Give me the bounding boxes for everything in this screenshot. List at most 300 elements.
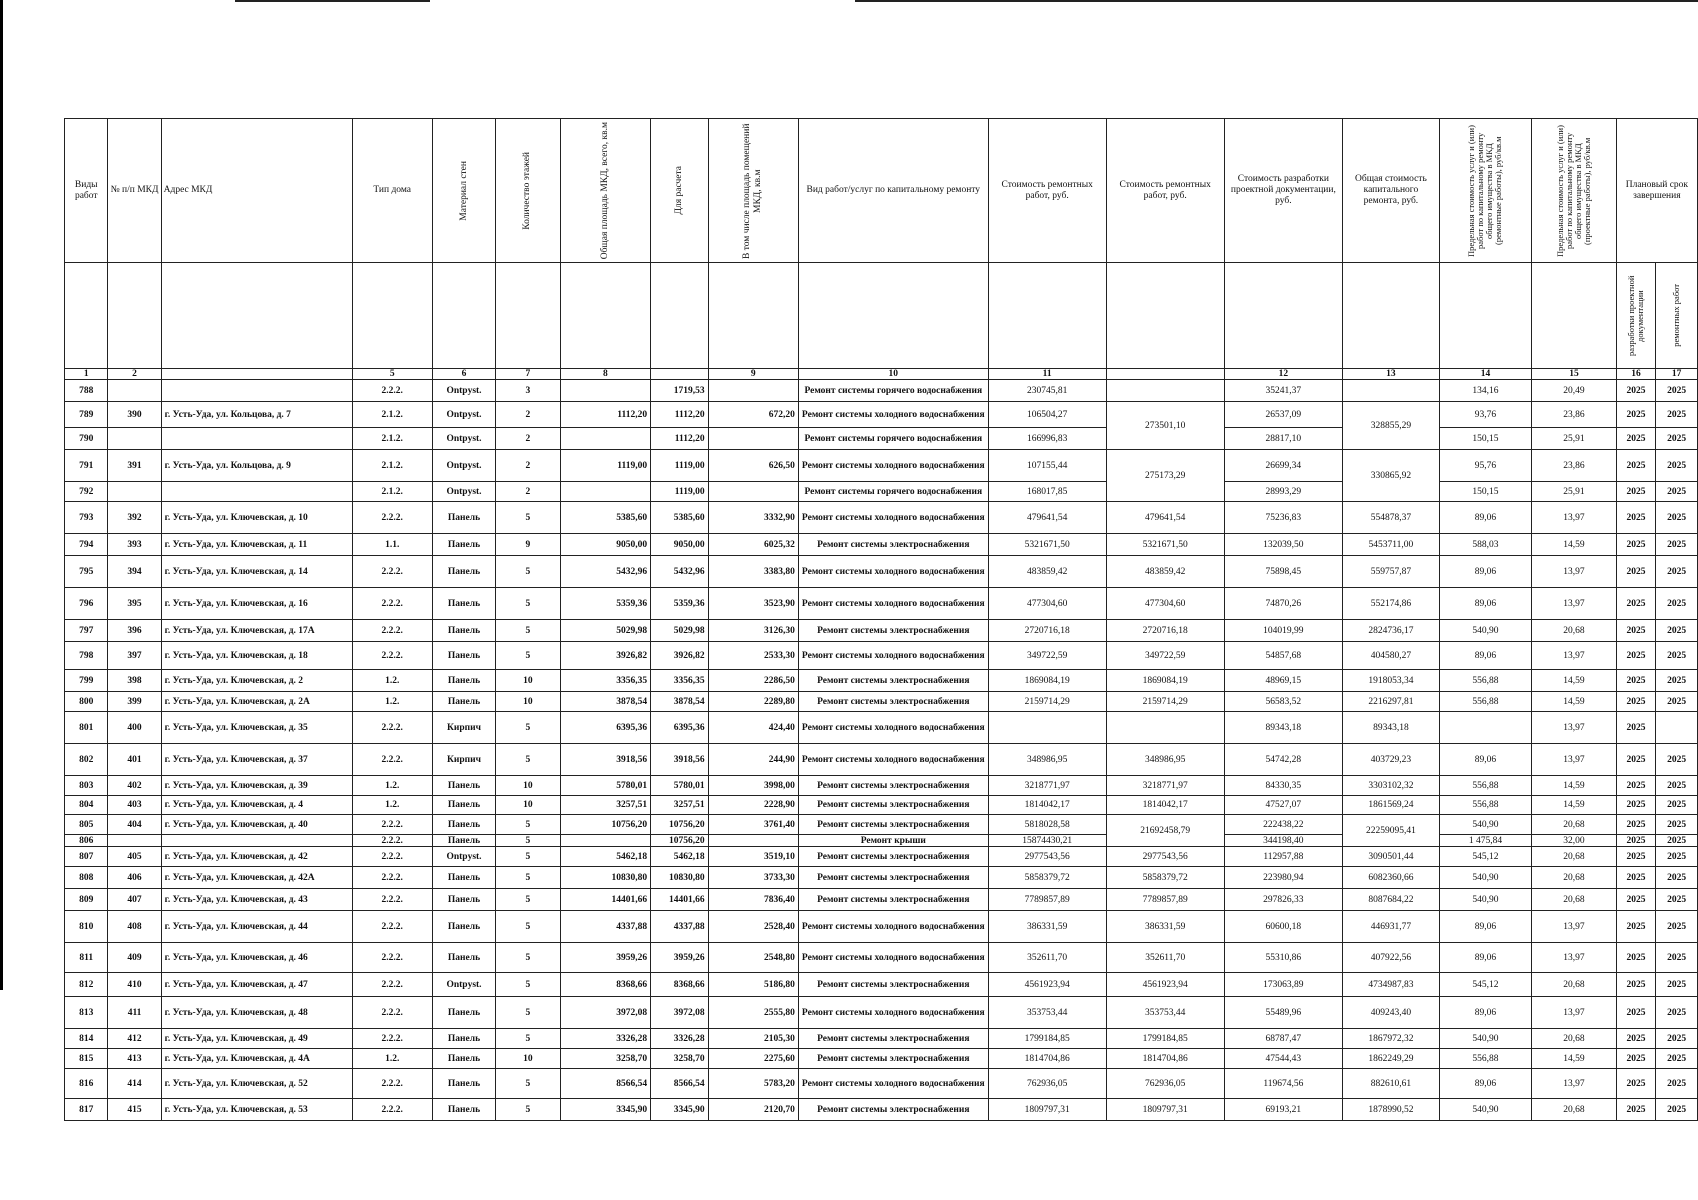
house-type-cell: 1.2.: [352, 1049, 432, 1069]
total-area-cell: 5385,60: [560, 502, 650, 534]
row-id: 795: [65, 556, 108, 588]
table-row: [65, 428, 1698, 450]
deadline-design-cell: 2025: [1616, 534, 1656, 556]
total-cost-cell: 8087684,22: [1343, 889, 1440, 911]
limit-design-cell: 14,59: [1532, 796, 1617, 815]
floors-cell: 5: [496, 847, 560, 867]
total-cost-cell: 2216297,81: [1343, 692, 1440, 712]
floors-cell: 5: [496, 943, 560, 973]
design-cost-cell: 26537,09: [1224, 402, 1342, 428]
work-type-cell: Ремонт системы холодного водоснабжения: [798, 744, 988, 776]
floors-cell: 5: [496, 835, 560, 847]
house-type-cell: 2.2.2.: [352, 889, 432, 911]
col-header-deadline-repair: ремонтных работ: [1656, 263, 1698, 369]
mkd-number: 398: [108, 670, 161, 692]
house-type-cell: 2.2.2.: [352, 712, 432, 744]
total-area-cell: 10756,20: [560, 815, 650, 835]
wall-material-cell: Панель: [432, 867, 495, 889]
address-cell: [161, 380, 352, 402]
total-cost-cell: 554878,37: [1343, 502, 1440, 534]
table-row: [65, 402, 1698, 428]
deadline-design-cell: 2025: [1616, 1099, 1656, 1121]
limit-design-cell: 13,97: [1532, 642, 1617, 670]
limit-repair-cell: 588,03: [1439, 534, 1531, 556]
floors-cell: 5: [496, 973, 560, 997]
total-cost-cell: 552174,86: [1343, 588, 1440, 620]
premises-area-cell: 424,40: [708, 712, 798, 744]
deadline-design-cell: 2025: [1616, 1049, 1656, 1069]
wall-material-cell: Панель: [432, 943, 495, 973]
deadline-design-cell: 2025: [1616, 428, 1656, 450]
limit-design-cell: 13,97: [1532, 997, 1617, 1029]
table-row: [65, 1069, 1698, 1099]
premises-area-cell: 5783,20: [708, 1069, 798, 1099]
table-row: [65, 588, 1698, 620]
column-number: [651, 369, 709, 380]
calc-area-cell: 5432,96: [651, 556, 709, 588]
limit-design-cell: 14,59: [1532, 670, 1617, 692]
address-cell: г. Усть-Уда, ул. Ключевская, д. 4: [161, 796, 352, 815]
deadline-design-cell: 2025: [1616, 835, 1656, 847]
deadline-repair-cell: 2025: [1656, 776, 1698, 796]
work-type-cell: Ремонт системы холодного водоснабжения: [798, 588, 988, 620]
design-cost-cell: 89343,18: [1224, 712, 1342, 744]
limit-design-cell: 32,00: [1532, 835, 1617, 847]
repair-cost-cell: 352611,70: [988, 943, 1106, 973]
work-type-cell: Ремонт системы электроснабжения: [798, 1049, 988, 1069]
table-row: [65, 712, 1698, 744]
scan-left-edge: [0, 0, 3, 990]
table-row: [65, 502, 1698, 534]
premises-area-cell: 2105,30: [708, 1029, 798, 1049]
repair-cost-total-cell: 348986,95: [1106, 744, 1224, 776]
address-cell: г. Усть-Уда, ул. Ключевская, д. 43: [161, 889, 352, 911]
house-type-cell: 2.2.2.: [352, 502, 432, 534]
limit-repair-cell: 545,12: [1439, 847, 1531, 867]
wall-material-cell: Панель: [432, 502, 495, 534]
deadline-repair-cell: 2025: [1656, 620, 1698, 642]
repair-cost-total-cell: 5858379,72: [1106, 867, 1224, 889]
calc-area-cell: 14401,66: [651, 889, 709, 911]
column-number: 2: [108, 369, 161, 380]
limit-repair-cell: 95,76: [1439, 450, 1531, 482]
repair-cost-total-cell: 1799184,85: [1106, 1029, 1224, 1049]
house-type-cell: 2.2.2.: [352, 867, 432, 889]
design-cost-cell: 28817,10: [1224, 428, 1342, 450]
mkd-number: 401: [108, 744, 161, 776]
row-id: 791: [65, 450, 108, 482]
limit-design-cell: 13,97: [1532, 943, 1617, 973]
work-type-cell: Ремонт системы горячего водоснабжения: [798, 482, 988, 502]
mkd-number: 400: [108, 712, 161, 744]
col-header-design-cost: Стоимость разработки проектной документации, руб.: [1224, 119, 1342, 263]
total-cost-cell: 559757,87: [1343, 556, 1440, 588]
premises-area-cell: 7836,40: [708, 889, 798, 911]
total-cost-cell: 882610,61: [1343, 1069, 1440, 1099]
column-number: 15: [1532, 369, 1617, 380]
mkd-number: 408: [108, 911, 161, 943]
total-cost-cell: 89343,18: [1343, 712, 1440, 744]
total-cost-cell: 22259095,41: [1343, 815, 1440, 847]
repair-cost-cell: 349722,59: [988, 642, 1106, 670]
limit-repair-cell: 540,90: [1439, 620, 1531, 642]
limit-repair-cell: 556,88: [1439, 796, 1531, 815]
calc-area-cell: 10830,80: [651, 867, 709, 889]
repair-cost-cell: 5321671,50: [988, 534, 1106, 556]
wall-material-cell: Панель: [432, 642, 495, 670]
repair-cost-cell: 477304,60: [988, 588, 1106, 620]
total-area-cell: 14401,66: [560, 889, 650, 911]
row-id: 794: [65, 534, 108, 556]
premises-area-cell: 2548,80: [708, 943, 798, 973]
total-area-cell: 5432,96: [560, 556, 650, 588]
work-type-cell: Ремонт системы электроснабжения: [798, 1029, 988, 1049]
limit-repair-cell: 150,15: [1439, 482, 1531, 502]
limit-design-cell: 13,97: [1532, 556, 1617, 588]
repair-cost-total-cell: 7789857,89: [1106, 889, 1224, 911]
limit-design-cell: 20,68: [1532, 815, 1617, 835]
repair-cost-total-cell: 477304,60: [1106, 588, 1224, 620]
premises-area-cell: 672,20: [708, 402, 798, 428]
limit-design-cell: 13,97: [1532, 911, 1617, 943]
calc-area-cell: 3326,28: [651, 1029, 709, 1049]
total-area-cell: [560, 380, 650, 402]
total-cost-cell: 328855,29: [1343, 402, 1440, 450]
limit-design-cell: 14,59: [1532, 776, 1617, 796]
col-header-mkd-number: № п/п МКД: [108, 119, 161, 263]
table-body: [65, 380, 1698, 1121]
column-number: 9: [708, 369, 798, 380]
floors-cell: 5: [496, 642, 560, 670]
design-cost-cell: 75236,83: [1224, 502, 1342, 534]
calc-area-cell: 3356,35: [651, 670, 709, 692]
limit-design-cell: 13,97: [1532, 1069, 1617, 1099]
floors-cell: 2: [496, 402, 560, 428]
address-cell: г. Усть-Уда, ул. Ключевская, д. 44: [161, 911, 352, 943]
calc-area-cell: 8368,66: [651, 973, 709, 997]
row-id: 815: [65, 1049, 108, 1069]
work-type-cell: Ремонт системы холодного водоснабжения: [798, 402, 988, 428]
mkd-number: 390: [108, 402, 161, 428]
total-cost-cell: 1918053,34: [1343, 670, 1440, 692]
deadline-repair-cell: 2025: [1656, 911, 1698, 943]
limit-repair-cell: 89,06: [1439, 744, 1531, 776]
wall-material-cell: Панель: [432, 670, 495, 692]
total-cost-cell: 6082360,66: [1343, 867, 1440, 889]
work-type-cell: Ремонт системы холодного водоснабжения: [798, 997, 988, 1029]
premises-area-cell: 5186,80: [708, 973, 798, 997]
mkd-number: 396: [108, 620, 161, 642]
house-type-cell: 1.2.: [352, 796, 432, 815]
calc-area-cell: 1719,53: [651, 380, 709, 402]
deadline-design-cell: 2025: [1616, 712, 1656, 744]
mkd-number: [108, 835, 161, 847]
col-header-limit-design: Предельная стоимость услуг и (или) работ по капитальному ремонту общего имущества в МКД (проектные работы), руб/кв.м: [1532, 119, 1617, 263]
work-type-cell: Ремонт системы электроснабжения: [798, 776, 988, 796]
mkd-number: 415: [108, 1099, 161, 1121]
address-cell: г. Усть-Уда, ул. Ключевская, д. 10: [161, 502, 352, 534]
repair-cost-cell: 5858379,72: [988, 867, 1106, 889]
col-header-work-kind: Виды работ: [65, 119, 108, 263]
house-type-cell: 2.1.2.: [352, 428, 432, 450]
table-row: [65, 556, 1698, 588]
limit-design-cell: 20,68: [1532, 867, 1617, 889]
total-area-cell: 5780,01: [560, 776, 650, 796]
premises-area-cell: 3126,30: [708, 620, 798, 642]
column-number: [1106, 369, 1224, 380]
total-cost-cell: 330865,92: [1343, 450, 1440, 502]
premises-area-cell: 2120,70: [708, 1099, 798, 1121]
total-cost-cell: 1862249,29: [1343, 1049, 1440, 1069]
wall-material-cell: Панель: [432, 835, 495, 847]
table-row: [65, 380, 1698, 402]
premises-area-cell: [708, 428, 798, 450]
row-id: 789: [65, 402, 108, 428]
address-cell: г. Усть-Уда, ул. Ключевская, д. 4А: [161, 1049, 352, 1069]
floors-cell: 5: [496, 889, 560, 911]
deadline-repair-cell: 2025: [1656, 744, 1698, 776]
mkd-number: 392: [108, 502, 161, 534]
repair-cost-cell: 4561923,94: [988, 973, 1106, 997]
repair-cost-total-cell: 5321671,50: [1106, 534, 1224, 556]
limit-design-cell: 14,59: [1532, 692, 1617, 712]
deadline-repair-cell: 2025: [1656, 428, 1698, 450]
row-id: 809: [65, 889, 108, 911]
floors-cell: 5: [496, 588, 560, 620]
total-cost-cell: 1878990,52: [1343, 1099, 1440, 1121]
deadline-design-cell: 2025: [1616, 973, 1656, 997]
mkd-number: 405: [108, 847, 161, 867]
row-id: 801: [65, 712, 108, 744]
address-cell: г. Усть-Уда, ул. Ключевская, д. 37: [161, 744, 352, 776]
deadline-repair-cell: 2025: [1656, 502, 1698, 534]
total-area-cell: 1119,00: [560, 450, 650, 482]
calc-area-cell: 3918,56: [651, 744, 709, 776]
floors-cell: 5: [496, 712, 560, 744]
floors-cell: 2: [496, 450, 560, 482]
calc-area-cell: 5359,36: [651, 588, 709, 620]
address-cell: г. Усть-Уда, ул. Кольцова, д. 9: [161, 450, 352, 482]
row-id: 798: [65, 642, 108, 670]
design-cost-cell: 222438,22: [1224, 815, 1342, 835]
total-area-cell: 6395,36: [560, 712, 650, 744]
wall-material-cell: Панель: [432, 796, 495, 815]
address-cell: г. Усть-Уда, ул. Кольцова, д. 7: [161, 402, 352, 428]
scan-edge-line: [235, 0, 430, 2]
total-area-cell: 3959,26: [560, 943, 650, 973]
wall-material-cell: Ontpyst.: [432, 847, 495, 867]
table-row: [65, 450, 1698, 482]
deadline-repair-cell: 2025: [1656, 867, 1698, 889]
design-cost-cell: 84330,35: [1224, 776, 1342, 796]
total-area-cell: 8368,66: [560, 973, 650, 997]
row-id: 796: [65, 588, 108, 620]
total-area-cell: 3258,70: [560, 1049, 650, 1069]
deadline-design-cell: 2025: [1616, 642, 1656, 670]
total-area-cell: [560, 428, 650, 450]
row-id: 816: [65, 1069, 108, 1099]
mkd-number: 397: [108, 642, 161, 670]
deadline-repair-cell: 2025: [1656, 943, 1698, 973]
deadline-repair-cell: 2025: [1656, 556, 1698, 588]
repair-cost-cell: 3218771,97: [988, 776, 1106, 796]
design-cost-cell: 54742,28: [1224, 744, 1342, 776]
repair-cost-cell: 762936,05: [988, 1069, 1106, 1099]
wall-material-cell: Ontpyst.: [432, 402, 495, 428]
design-cost-cell: 28993,29: [1224, 482, 1342, 502]
design-cost-cell: 173063,89: [1224, 973, 1342, 997]
row-id: 804: [65, 796, 108, 815]
limit-design-cell: 13,97: [1532, 712, 1617, 744]
work-type-cell: Ремонт системы электроснабжения: [798, 815, 988, 835]
col-header-repair-cost-total: Стоимость ремонтных работ, руб.: [1106, 119, 1224, 263]
address-cell: г. Усть-Уда, ул. Ключевская, д. 16: [161, 588, 352, 620]
table-row: [65, 1049, 1698, 1069]
row-id: 797: [65, 620, 108, 642]
repair-cost-cell: 1799184,85: [988, 1029, 1106, 1049]
table-row: [65, 642, 1698, 670]
deadline-repair-cell: 2025: [1656, 482, 1698, 502]
floors-cell: 10: [496, 796, 560, 815]
scan-edge-line: [855, 0, 1698, 2]
limit-repair-cell: 545,12: [1439, 973, 1531, 997]
repair-schedule-table: [64, 118, 1698, 1121]
repair-cost-cell: 106504,27: [988, 402, 1106, 428]
deadline-repair-cell: 2025: [1656, 889, 1698, 911]
row-id: 793: [65, 502, 108, 534]
premises-area-cell: 2533,30: [708, 642, 798, 670]
design-cost-cell: 56583,52: [1224, 692, 1342, 712]
total-cost-cell: 404580,27: [1343, 642, 1440, 670]
deadline-repair-cell: 2025: [1656, 380, 1698, 402]
row-id: 817: [65, 1099, 108, 1121]
work-type-cell: Ремонт системы холодного водоснабжения: [798, 502, 988, 534]
table-row: [65, 997, 1698, 1029]
premises-area-cell: [708, 380, 798, 402]
deadline-repair-cell: [1656, 712, 1698, 744]
limit-repair-cell: 540,90: [1439, 889, 1531, 911]
column-number: 1: [65, 369, 108, 380]
wall-material-cell: Панель: [432, 911, 495, 943]
repair-cost-total-cell: 21692458,79: [1106, 815, 1224, 847]
repair-cost-cell: 348986,95: [988, 744, 1106, 776]
limit-repair-cell: 89,06: [1439, 1069, 1531, 1099]
mkd-number: 413: [108, 1049, 161, 1069]
premises-area-cell: [708, 482, 798, 502]
design-cost-cell: 75898,45: [1224, 556, 1342, 588]
deadline-repair-cell: 2025: [1656, 1049, 1698, 1069]
deadline-design-cell: 2025: [1616, 867, 1656, 889]
repair-cost-total-cell: 4561923,94: [1106, 973, 1224, 997]
table-row: [65, 1029, 1698, 1049]
design-cost-cell: 69193,21: [1224, 1099, 1342, 1121]
limit-repair-cell: 556,88: [1439, 692, 1531, 712]
total-area-cell: 8566,54: [560, 1069, 650, 1099]
limit-design-cell: 20,68: [1532, 620, 1617, 642]
repair-cost-total-cell: 1814704,86: [1106, 1049, 1224, 1069]
col-header-repair-cost: Стоимость ремонтных работ, руб.: [988, 119, 1106, 263]
row-id: 808: [65, 867, 108, 889]
house-type-cell: 1.1.: [352, 534, 432, 556]
repair-cost-cell: 15874430,21: [988, 835, 1106, 847]
design-cost-cell: 112957,88: [1224, 847, 1342, 867]
table-row: [65, 482, 1698, 502]
table-row: [65, 973, 1698, 997]
repair-cost-cell: 353753,44: [988, 997, 1106, 1029]
repair-cost-total-cell: 352611,70: [1106, 943, 1224, 973]
repair-cost-cell: 479641,54: [988, 502, 1106, 534]
floors-cell: 2: [496, 482, 560, 502]
calc-area-cell: 10756,20: [651, 835, 709, 847]
mkd-number: 409: [108, 943, 161, 973]
deadline-design-cell: 2025: [1616, 670, 1656, 692]
premises-area-cell: 2289,80: [708, 692, 798, 712]
total-cost-cell: 1861569,24: [1343, 796, 1440, 815]
total-area-cell: [560, 835, 650, 847]
mkd-number: 412: [108, 1029, 161, 1049]
floors-cell: 5: [496, 867, 560, 889]
total-area-cell: 5029,98: [560, 620, 650, 642]
premises-area-cell: 3998,00: [708, 776, 798, 796]
repair-cost-cell: 1814704,86: [988, 1049, 1106, 1069]
total-area-cell: [560, 482, 650, 502]
limit-design-cell: 14,59: [1532, 1049, 1617, 1069]
total-cost-cell: 446931,77: [1343, 911, 1440, 943]
premises-area-cell: 626,50: [708, 450, 798, 482]
column-number: 10: [798, 369, 988, 380]
repair-cost-cell: 5818028,58: [988, 815, 1106, 835]
work-type-cell: Ремонт системы холодного водоснабжения: [798, 943, 988, 973]
limit-repair-cell: 89,06: [1439, 556, 1531, 588]
house-type-cell: 2.2.2.: [352, 1069, 432, 1099]
col-header-calc-area: Для расчета: [651, 119, 709, 263]
wall-material-cell: Кирпич: [432, 712, 495, 744]
deadline-design-cell: 2025: [1616, 744, 1656, 776]
repair-cost-cell: 1869084,19: [988, 670, 1106, 692]
deadline-design-cell: 2025: [1616, 889, 1656, 911]
address-cell: г. Усть-Уда, ул. Ключевская, д. 46: [161, 943, 352, 973]
wall-material-cell: Панель: [432, 889, 495, 911]
column-number: 17: [1656, 369, 1698, 380]
house-type-cell: 2.2.2.: [352, 943, 432, 973]
col-header-work-type: Вид работ/услуг по капитальному ремонту: [798, 119, 988, 263]
premises-area-cell: [708, 835, 798, 847]
repair-cost-total-cell: 2159714,29: [1106, 692, 1224, 712]
mkd-number: [108, 428, 161, 450]
deadline-repair-cell: 2025: [1656, 1069, 1698, 1099]
calc-area-cell: 9050,00: [651, 534, 709, 556]
work-type-cell: Ремонт системы электроснабжения: [798, 670, 988, 692]
deadline-repair-cell: 2025: [1656, 997, 1698, 1029]
work-type-cell: Ремонт системы электроснабжения: [798, 867, 988, 889]
repair-cost-cell: 2977543,56: [988, 847, 1106, 867]
table-row: [65, 776, 1698, 796]
table-row: [65, 943, 1698, 973]
deadline-repair-cell: 2025: [1656, 796, 1698, 815]
mkd-number: [108, 482, 161, 502]
design-cost-cell: 47544,43: [1224, 1049, 1342, 1069]
address-cell: г. Усть-Уда, ул. Ключевская, д. 49: [161, 1029, 352, 1049]
repair-cost-total-cell: 353753,44: [1106, 997, 1224, 1029]
wall-material-cell: Панель: [432, 776, 495, 796]
repair-cost-total-cell: 1809797,31: [1106, 1099, 1224, 1121]
premises-area-cell: 3383,80: [708, 556, 798, 588]
calc-area-cell: 3878,54: [651, 692, 709, 712]
address-cell: [161, 482, 352, 502]
limit-repair-cell: 93,76: [1439, 402, 1531, 428]
total-area-cell: 3356,35: [560, 670, 650, 692]
deadline-repair-cell: 2025: [1656, 835, 1698, 847]
